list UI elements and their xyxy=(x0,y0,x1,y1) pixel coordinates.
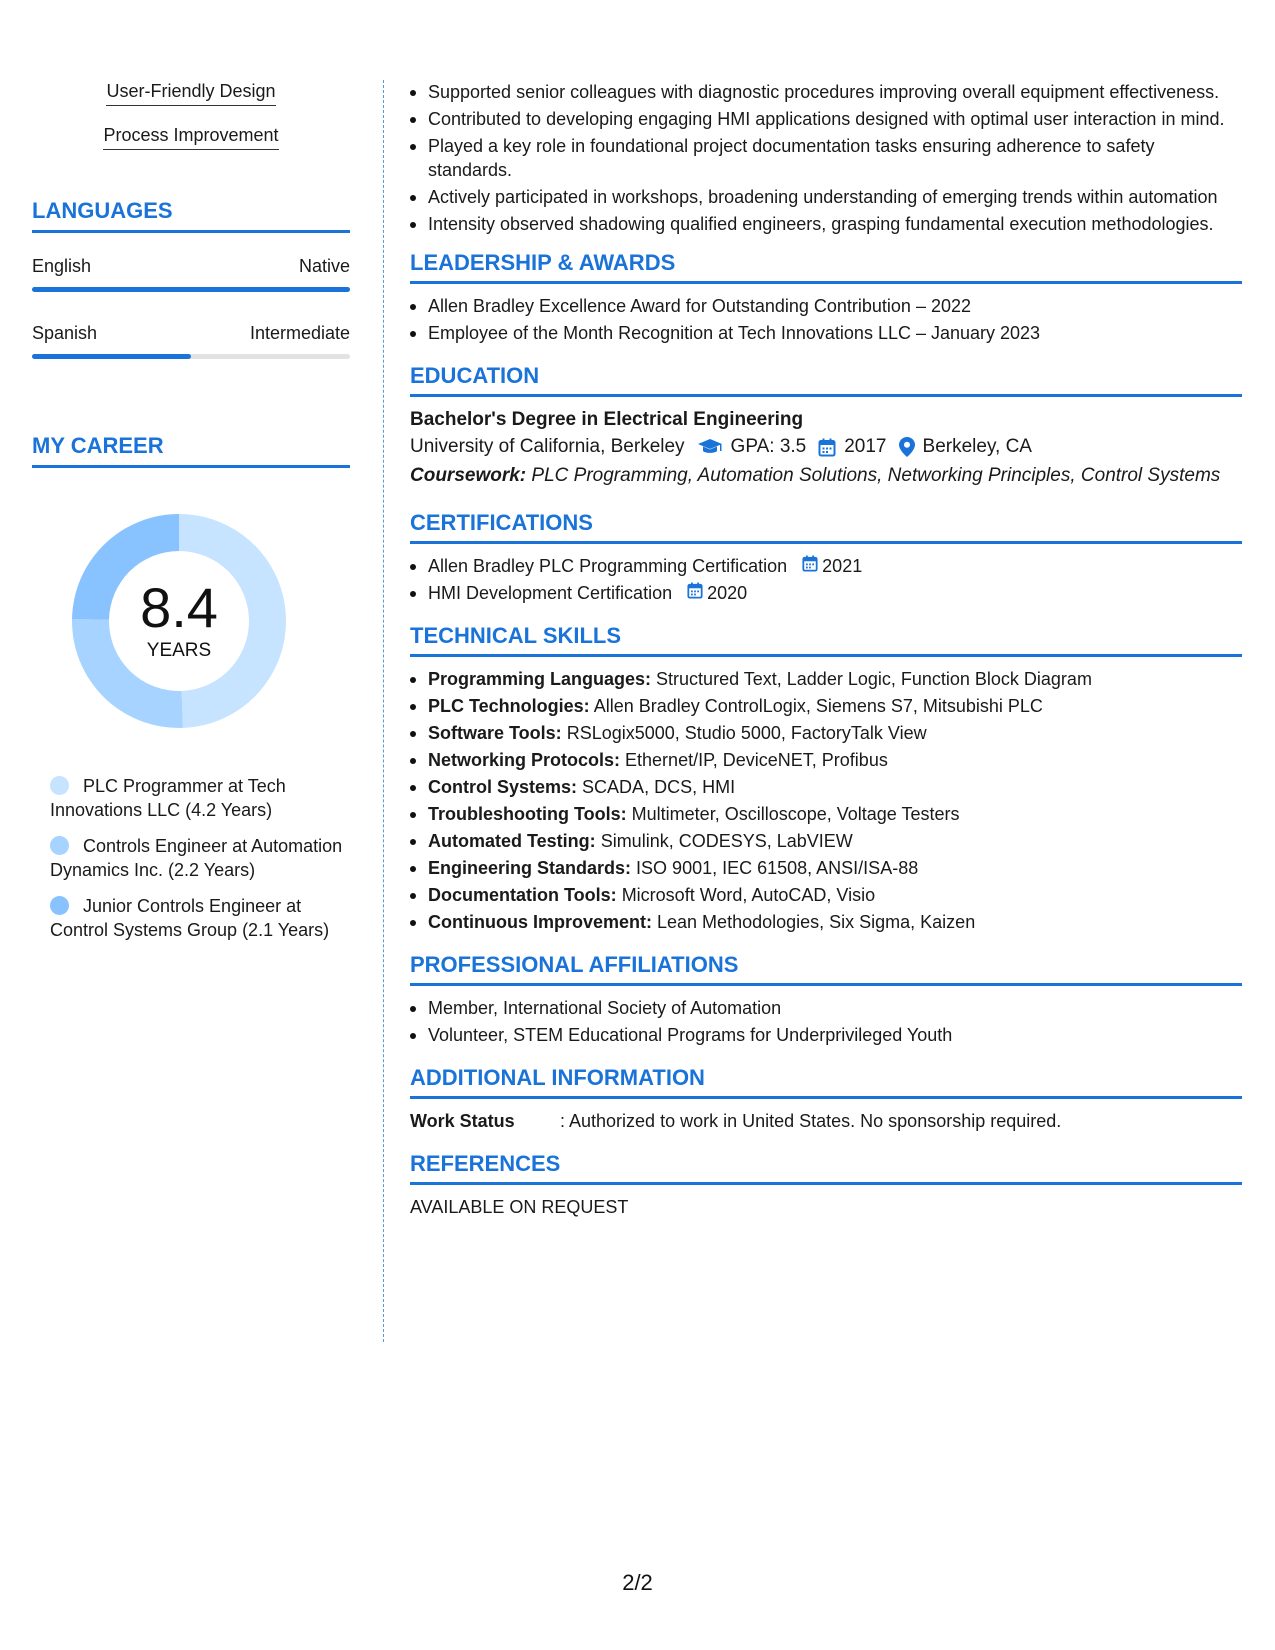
coursework-list: PLC Programming, Automation Solutions, Networking Principles, Control Systems xyxy=(531,465,1221,486)
work-status-label: Work Status xyxy=(410,1111,515,1131)
certification-name: Allen Bradley PLC Programming Certification xyxy=(428,556,788,576)
language-level: Intermediate xyxy=(249,323,350,343)
certification-name: HMI Development Certification xyxy=(428,583,673,603)
calendar-icon xyxy=(818,438,836,457)
career-donut-chart xyxy=(64,506,294,736)
technical-skills-heading: TECHNICAL SKILLS xyxy=(410,623,1242,657)
career-legend-item: PLC Programmer at Tech Innovations LLC (4.2 Years) xyxy=(50,776,286,820)
gpa: GPA: 3.5 xyxy=(730,436,807,457)
list-item: Allen Bradley Excellence Award for Outstanding Contribution – 2022 xyxy=(428,294,1242,318)
graduation-cap-icon xyxy=(697,438,723,456)
affiliations-list xyxy=(410,996,1242,1047)
sidebar xyxy=(32,80,350,954)
technical-skills-list xyxy=(410,667,1242,934)
language-proficiency-fill xyxy=(32,287,350,292)
references-heading: REFERENCES xyxy=(410,1151,1242,1185)
career-heading: MY CAREER xyxy=(32,433,350,468)
career-total-unit: YEARS xyxy=(146,640,212,661)
additional-info-heading: ADDITIONAL INFORMATION xyxy=(410,1065,1242,1099)
list-item: Volunteer, STEM Educational Programs for Underprivileged Youth xyxy=(428,1023,1242,1047)
leadership-heading: LEADERSHIP & AWARDS xyxy=(410,250,1242,284)
language-name: Spanish xyxy=(32,323,98,343)
language-proficiency-bar xyxy=(32,354,350,359)
list-item: Intensity observed shadowing qualified engineers, grasping fundamental execution methodologies. xyxy=(428,212,1242,236)
list-item: Programming Languages: Structured Text, Ladder Logic, Function Block Diagram xyxy=(428,667,1242,691)
list-item xyxy=(428,554,1242,578)
calendar-icon xyxy=(802,554,822,578)
location-pin-icon xyxy=(899,437,915,457)
list-item: Control Systems: SCADA, DCS, HMI xyxy=(428,775,1242,799)
list-item: Software Tools: RSLogix5000, Studio 5000, FactoryTalk View xyxy=(428,721,1242,745)
certifications-heading: CERTIFICATIONS xyxy=(410,510,1242,544)
school-name: University of California, Berkeley xyxy=(410,436,685,457)
list-item: PLC Technologies: Allen Bradley ControlLogix, Siemens S7, Mitsubishi PLC xyxy=(428,694,1242,718)
skill-tag: User-Friendly Design xyxy=(32,80,350,106)
list-item: Contributed to developing engaging HMI applications designed with optimal user interaction in mind. xyxy=(428,107,1242,131)
education-details xyxy=(410,433,1242,461)
list-item: Troubleshooting Tools: Multimeter, Oscilloscope, Voltage Testers xyxy=(428,802,1242,826)
legend-dot xyxy=(50,896,69,915)
references-text: AVAILABLE ON REQUEST xyxy=(410,1197,629,1217)
affiliations-heading: PROFESSIONAL AFFILIATIONS xyxy=(410,952,1242,986)
career-legend-item: Junior Controls Engineer at Control Systems Group (2.1 Years) xyxy=(50,896,330,940)
list-item: Employee of the Month Recognition at Tech Innovations LLC – January 2023 xyxy=(428,321,1242,345)
language-item xyxy=(32,322,350,359)
calendar-icon xyxy=(687,581,707,605)
career-legend xyxy=(32,774,350,942)
certification-year: 2020 xyxy=(707,583,748,603)
column-divider xyxy=(383,80,384,1342)
certifications-list xyxy=(410,554,1242,605)
work-status-row xyxy=(410,1109,1242,1133)
school-location: Berkeley, CA xyxy=(922,436,1032,457)
career-total-years: 8.4 xyxy=(140,576,218,639)
language-proficiency-bar xyxy=(32,287,350,292)
degree-title: Bachelor's Degree in Electrical Engineering xyxy=(410,409,804,430)
main-content xyxy=(410,80,1242,1219)
career-legend-item: Controls Engineer at Automation Dynamics Inc. (2.2 Years) xyxy=(50,836,343,880)
list-item: Played a key role in foundational project documentation tasks ensuring adherence to safety standards. xyxy=(428,134,1242,182)
list-item: Continuous Improvement: Lean Methodologies, Six Sigma, Kaizen xyxy=(428,910,1242,934)
language-name: English xyxy=(32,256,92,276)
education-heading: EDUCATION xyxy=(410,363,1242,397)
list-item: Documentation Tools: Microsoft Word, AutoCAD, Visio xyxy=(428,883,1242,907)
language-level: Native xyxy=(298,256,350,276)
coursework xyxy=(410,463,1242,488)
page-number: 2/2 xyxy=(622,1570,653,1595)
languages-heading: LANGUAGES xyxy=(32,198,350,233)
leadership-list xyxy=(410,294,1242,345)
coursework-label: Coursework: xyxy=(410,465,527,486)
list-item: Supported senior colleagues with diagnostic procedures improving overall equipment effectiveness. xyxy=(428,80,1242,104)
language-item xyxy=(32,255,350,292)
list-item: Member, International Society of Automation xyxy=(428,996,1242,1020)
list-item xyxy=(428,581,1242,605)
list-item: Networking Protocols: Ethernet/IP, DeviceNET, Profibus xyxy=(428,748,1242,772)
list-item: Engineering Standards: ISO 9001, IEC 61508, ANSI/ISA-88 xyxy=(428,856,1242,880)
legend-dot xyxy=(50,836,69,855)
graduation-year: 2017 xyxy=(844,436,887,457)
list-item: Actively participated in workshops, broadening understanding of emerging trends within automation xyxy=(428,185,1242,209)
work-status-value: : Authorized to work in United States. No sponsorship required. xyxy=(560,1111,1062,1131)
experience-bullets xyxy=(410,80,1242,236)
certification-year: 2021 xyxy=(822,556,863,576)
language-proficiency-fill xyxy=(32,354,191,359)
skill-tag: Process Improvement xyxy=(32,124,350,150)
list-item: Automated Testing: Simulink, CODESYS, LabVIEW xyxy=(428,829,1242,853)
legend-dot xyxy=(50,776,69,795)
